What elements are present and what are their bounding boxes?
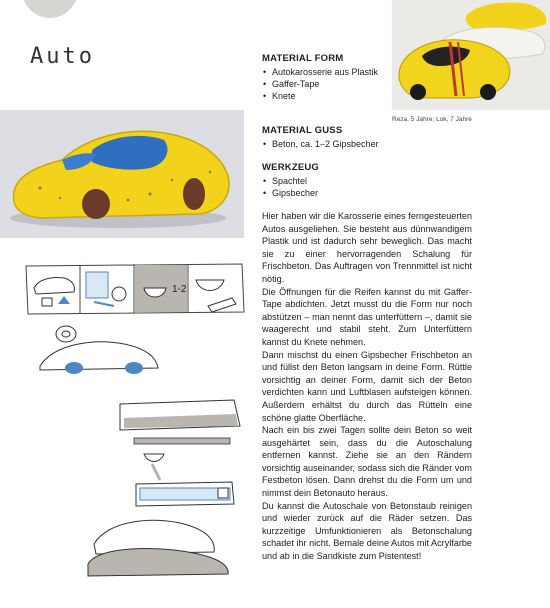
corner-circle-decoration [22,0,78,18]
step-sketches-illustration [24,258,246,580]
material-guss-heading: MATERIAL GUSS [262,125,343,136]
werkzeug-heading: WERKZEUG [262,162,320,173]
photo-caption: Reza, 5 Jahre; Lok, 7 Jahre [392,116,472,123]
concrete-car-photo [0,110,244,238]
body-paragraph: Du kannst die Autoschale von Betonstaub reinigen und wieder zurück auf die Räder setzen. Das kurzzeitige Umfunktionieren als Betonschalung schadet ihr nicht. Bemale deine Autos mit Acrylfarbe und ab in die Sandkiste zum Pistentest! [262,500,472,562]
material-guss-section [262,125,472,150]
toy-cars-photo [392,0,550,110]
body-paragraph: Hier haben wir die Karosserie eines ferngesteuerten Autos ausgeliehen. Sie besteht aus dünnwandigem Plastik und ist dadurch sehr beweglich. Das macht sie zu einer hervorragenden Schalung für Frischbeton. Das Auftragen von Trennmittel ist nicht nötig. [262,211,472,284]
body-paragraph: Nach ein bis zwei Tagen sollte dein Beton so weit ausgehärtet sein, dass du die Autoschalung entfernen kannst. Ziehe sie an den Rändern vorsichtig auseinander, sodass sich die Ränder vom Festbeton lösen. Dann drehst du die Form um und nimmst dein Betonauto heraus. [262,425,472,499]
instructions-text [262,210,472,563]
werkzeug-item: • Gipsbecher [262,187,472,199]
body-paragraph: Die Öffnungen für die Reifen kannst du mit Gaffer-Tape abdichten. Jetzt musst du die Form nur noch abstützen – man nennt das unterfüttern –, damit sie waagerecht und stabil steht. Zum Unterfüttern kannst du Knete nehmen. [262,286,472,347]
material-form-item: • Gaffer-Tape [262,78,387,90]
page-title: Auto [30,44,95,69]
material-form-item: • Knete [262,90,387,102]
werkzeug-section [262,162,472,199]
material-guss-item: • Beton, ca. 1–2 Gipsbecher [262,138,472,150]
material-form-heading: MATERIAL FORM [262,53,344,64]
sketch-label: 1-2 [172,284,187,295]
material-form-item: • Autokarosserie aus Plastik [262,66,387,78]
werkzeug-item: • Spachtel [262,175,472,187]
body-paragraph: Dann mischst du einen Gipsbecher Frischbeton an und füllst den Beton langsam in deine Form. Rüttle vorsichtig an deiner Form, damit sich der Beton verdichten kann und Luftblasen aufsteigen können. Außerdem erhältst du durch das Rütteln eine schöne glatte Oberfläche. [262,349,472,423]
material-form-section [262,53,387,102]
